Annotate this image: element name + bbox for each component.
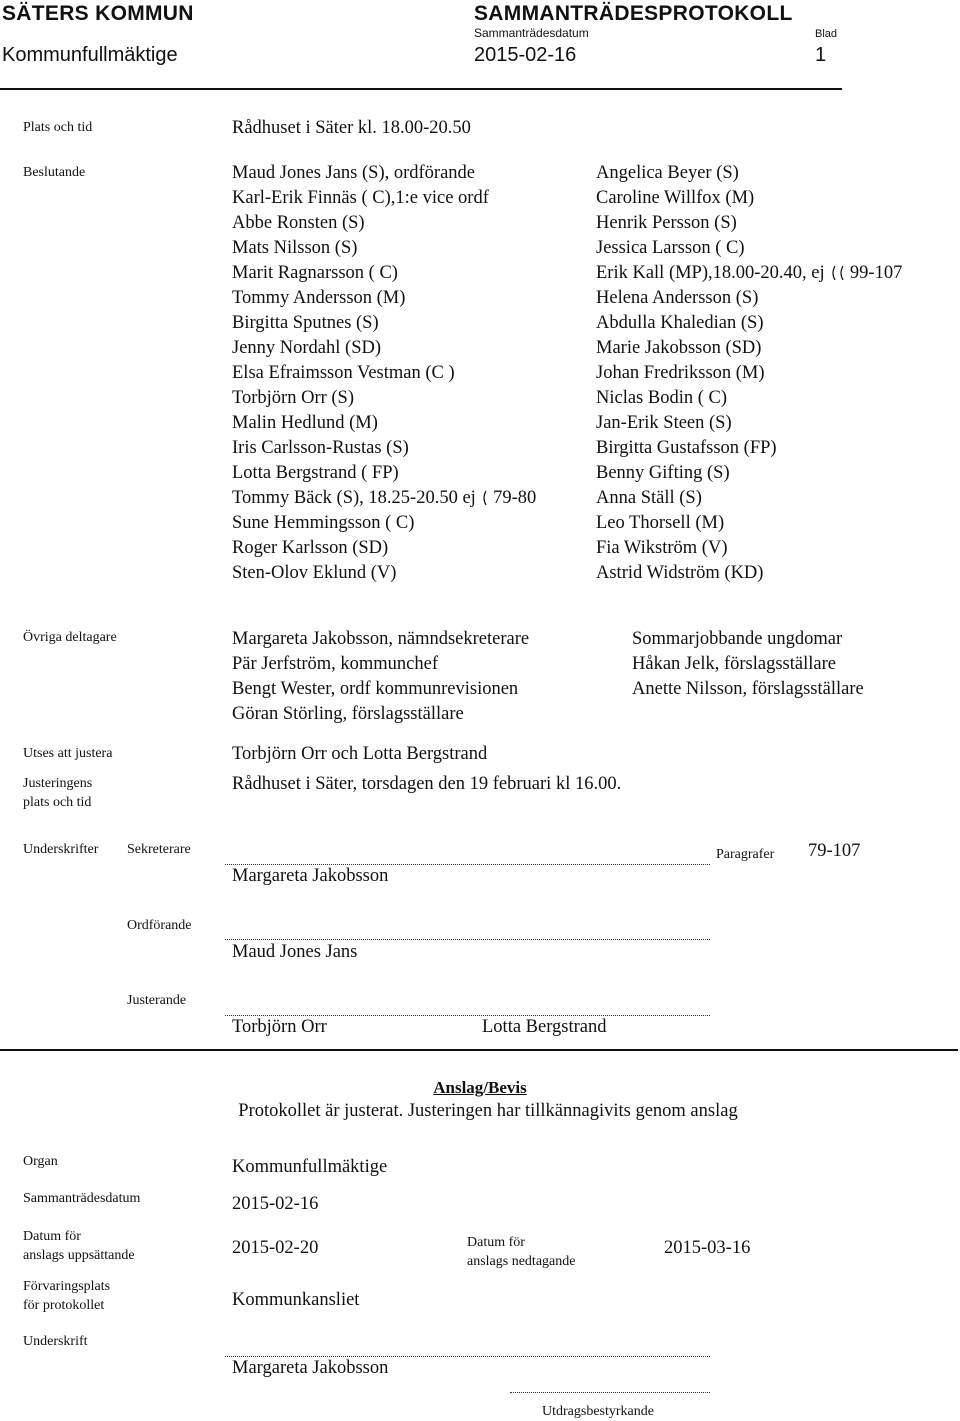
meeting-date-value: 2015-02-16 (232, 1194, 319, 1214)
member-name: Erik Kall (MP),18.00-20.40, ej (596, 263, 825, 283)
municipality-name: SÄTERS KOMMUN (2, 2, 194, 25)
member-name: Niclas Bodin ( C) (596, 388, 728, 408)
removed-date-label-1: Datum för (467, 1235, 525, 1250)
member-name: Elsa Efraimsson Vestman (C ) (232, 363, 455, 383)
chair-label: Ordförande (127, 918, 192, 933)
chair-name: Maud Jones Jans (232, 942, 358, 962)
others-left-list (232, 627, 529, 727)
member-name: Astrid Widström (KD) (596, 563, 764, 583)
paragraphs-value: 79-107 (808, 841, 861, 861)
storage-label-2: för protokollet (23, 1298, 105, 1313)
member-name: Birgitta Gustafsson (FP) (596, 438, 777, 458)
secretary-label: Sekreterare (127, 842, 191, 857)
secretary-name: Margareta Jakobsson (232, 866, 389, 886)
member-name: Iris Carlsson-Rustas (S) (232, 438, 409, 458)
member-name: Caroline Willfox (M) (596, 188, 755, 208)
place-time-value: Rådhuset i Säter kl. 18.00-20.50 (232, 118, 471, 138)
notice-text: Protokollet är justerat. Justeringen har tillkännagivits genom anslag (238, 1101, 738, 1121)
participant-name: Margareta Jakobsson, nämndsekreterare (232, 629, 530, 649)
paragraphs-label: Paragrafer (716, 847, 775, 862)
certify-label: Utdragsbestyrkande (542, 1404, 654, 1419)
section-sign-icon (480, 490, 488, 506)
notice-signature-name: Margareta Jakobsson (232, 1358, 389, 1378)
member-exception-sections: 99-107 (849, 263, 903, 283)
member-name: Karl-Erik Finnäs ( C),1:e vice ordf (232, 188, 489, 208)
member-name: Abdulla Khaledian (S) (596, 313, 764, 333)
committee-name: Kommunfullmäktige (2, 44, 178, 66)
notice-signature-label: Underskrift (23, 1334, 88, 1349)
participant-name: Sommarjobbande ungdomar (632, 629, 843, 649)
member-name: Helena Andersson (S) (596, 288, 759, 308)
adjusters-value: Torbjörn Orr och Lotta Bergstrand (232, 744, 488, 764)
deciding-left-list (232, 161, 536, 586)
member-name: Malin Hedlund (M) (232, 413, 378, 433)
adjuster-name-1: Torbjörn Orr (232, 1017, 327, 1037)
adjust-place-value: Rådhuset i Säter, torsdagen den 19 februari kl 16.00. (232, 774, 622, 794)
member-name: Benny Gifting (S) (596, 463, 730, 483)
header-page-number: 1 (815, 44, 827, 66)
member-name: Anna Ställ (S) (596, 488, 702, 508)
removed-date-value: 2015-03-16 (664, 1238, 751, 1258)
section-sign-icon (829, 265, 837, 281)
member-name: Jenny Nordahl (SD) (232, 338, 382, 358)
member-name: Henrik Persson (S) (596, 213, 737, 233)
member-name: Fia Wikström (V) (596, 538, 728, 558)
member-name: Roger Karlsson (SD) (232, 538, 389, 558)
meeting-date-label: Sammanträdesdatum (23, 1191, 141, 1206)
member-name: Jan-Erik Steen (S) (596, 413, 732, 433)
adjuster-name-2: Lotta Bergstrand (482, 1017, 607, 1037)
adjuster-label: Justerande (127, 993, 187, 1008)
storage-value: Kommunkansliet (232, 1290, 360, 1310)
organ-value: Kommunfullmäktige (232, 1157, 388, 1177)
adjust-place-label-2: plats och tid (23, 795, 92, 810)
deciding-label: Beslutande (23, 165, 86, 180)
signatures-label: Underskrifter (23, 842, 99, 857)
member-name: Tommy Bäck (S), 18.25-20.50 ej (232, 488, 476, 508)
header-page-label: Blad (815, 28, 838, 40)
notice-signature-line (225, 1356, 710, 1357)
adjust-place-label-1: Justeringens (23, 776, 93, 791)
participant-name: Håkan Jelk, förslagsställare (632, 654, 836, 674)
document-type: SAMMANTRÄDESPROTOKOLL (474, 2, 793, 25)
member-name-with-exception (596, 261, 902, 286)
certify-signature-line (510, 1392, 710, 1393)
adjuster-signature-line (225, 1015, 710, 1016)
deciding-right-list (596, 161, 902, 586)
posted-date-value: 2015-02-20 (232, 1238, 319, 1258)
participant-name: Pär Jerfström, kommunchef (232, 654, 439, 674)
member-name: Abbe Ronsten (S) (232, 213, 365, 233)
adjusters-label: Utses att justera (23, 746, 113, 761)
notice-separator (0, 1049, 958, 1051)
member-name: Sune Hemmingsson ( C) (232, 513, 415, 533)
member-name: Lotta Bergstrand ( FP) (232, 463, 399, 483)
member-name-with-exception (232, 486, 536, 511)
member-name: Jessica Larsson ( C) (596, 238, 745, 258)
removed-date-label-2: anslags nedtagande (467, 1254, 576, 1269)
organ-label: Organ (23, 1154, 58, 1169)
member-name: Marit Ragnarsson ( C) (232, 263, 398, 283)
participant-name: Anette Nilsson, förslagsställare (632, 679, 864, 699)
member-name: Marie Jakobsson (SD) (596, 338, 762, 358)
notice-title: Anslag/Bevis (433, 1078, 527, 1097)
member-name: Leo Thorsell (M) (596, 513, 725, 533)
chair-signature-line (225, 939, 710, 940)
place-time-label: Plats och tid (23, 120, 93, 135)
member-exception-sections: 79-80 (493, 488, 537, 508)
participant-name: Bengt Wester, ordf kommunrevisionen (232, 679, 519, 699)
posted-date-label-2: anslags uppsättande (23, 1248, 135, 1263)
header-rule (0, 88, 842, 90)
member-name: Tommy Andersson (M) (232, 288, 406, 308)
member-name: Torbjörn Orr (S) (232, 388, 355, 408)
member-name: Angelica Beyer (S) (596, 163, 739, 183)
member-name: Johan Fredriksson (M) (596, 363, 765, 383)
storage-label-1: Förvaringsplats (23, 1279, 111, 1294)
header-date: 2015-02-16 (474, 44, 577, 66)
member-name: Sten-Olov Eklund (V) (232, 563, 397, 583)
member-name: Maud Jones Jans (S), ordförande (232, 163, 476, 183)
header-date-label: Sammanträdesdatum (474, 26, 589, 40)
secretary-signature-line (225, 864, 710, 865)
others-right-list (632, 627, 864, 702)
member-name: Mats Nilsson (S) (232, 238, 358, 258)
posted-date-label-1: Datum för (23, 1229, 81, 1244)
section-sign-icon (837, 265, 845, 281)
member-name: Birgitta Sputnes (S) (232, 313, 379, 333)
participant-name: Göran Störling, förslagsställare (232, 704, 464, 724)
others-label: Övriga deltagare (23, 630, 117, 645)
